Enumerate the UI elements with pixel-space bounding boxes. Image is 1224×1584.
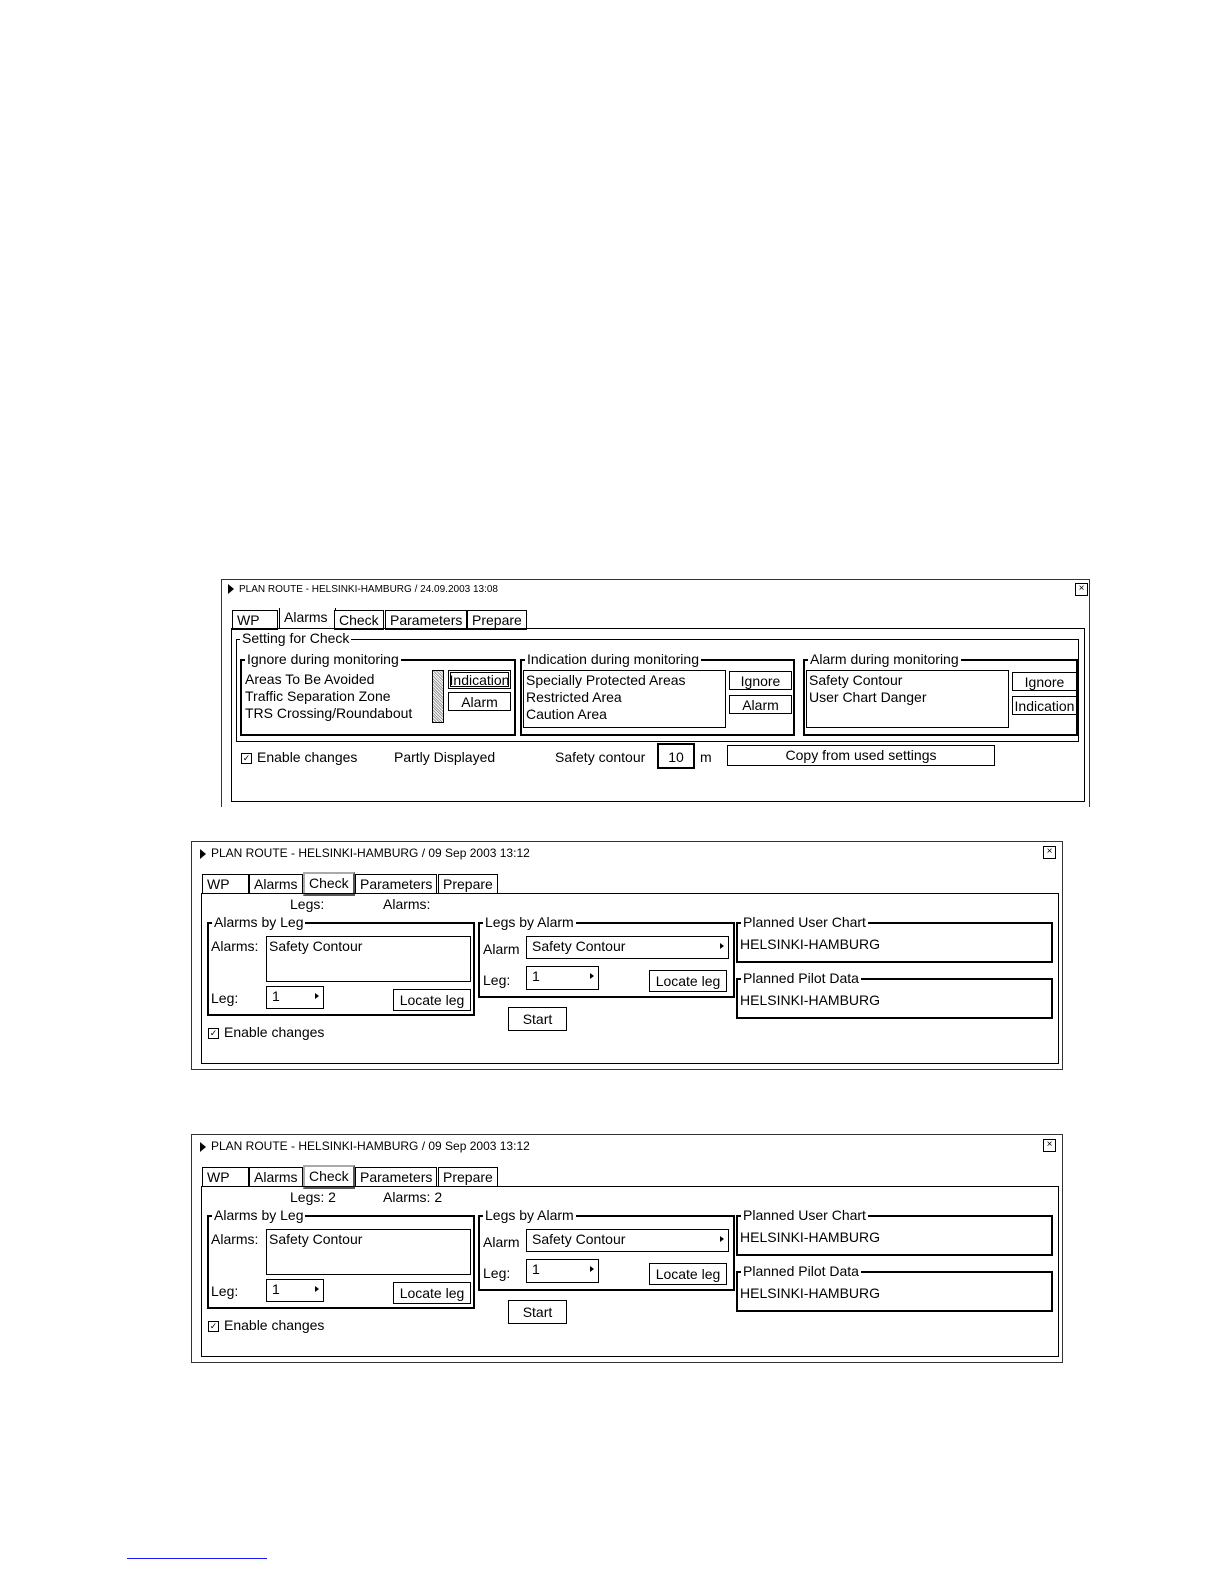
leg-label: Leg: xyxy=(483,972,511,988)
tab-wp[interactable]: WP xyxy=(202,1167,249,1187)
leg-label: Leg: xyxy=(483,1265,511,1281)
alarms-label: Alarms: xyxy=(211,1231,259,1247)
chevron-right-icon xyxy=(315,993,319,999)
start-button[interactable]: Start xyxy=(508,1300,567,1324)
tab-alarms[interactable]: Alarms xyxy=(279,608,336,628)
legs-by-alarm-group xyxy=(478,914,735,998)
ignore-list-scrollbar[interactable] xyxy=(432,670,444,723)
alarm-indication-button[interactable]: Indication xyxy=(1012,696,1077,715)
group-label: Planned User Chart xyxy=(743,914,866,930)
leg-dropdown[interactable]: 1 xyxy=(526,1259,599,1283)
planned-user-chart-group xyxy=(736,1207,1053,1256)
alarm-dropdown[interactable]: Safety Contour xyxy=(526,1229,729,1252)
tab-wp[interactable]: WP xyxy=(202,874,249,894)
list-item[interactable]: Areas To Be Avoided xyxy=(245,671,375,687)
group-label: Ignore during monitoring xyxy=(247,651,399,667)
group-label: Planned Pilot Data xyxy=(743,970,859,986)
close-button[interactable]: × xyxy=(1043,846,1056,859)
group-label: Legs by Alarm xyxy=(485,1207,574,1223)
close-button[interactable]: × xyxy=(1075,583,1088,596)
group-label: Alarms by Leg xyxy=(214,914,304,930)
indication-alarm-button[interactable]: Alarm xyxy=(729,695,792,714)
planned-user-chart-group xyxy=(736,914,1053,963)
tab-check[interactable]: Check xyxy=(334,610,384,630)
alarms-list[interactable] xyxy=(266,1229,471,1275)
group-label: Indication during monitoring xyxy=(527,651,699,667)
group-label: Setting for Check xyxy=(242,630,350,646)
list-item[interactable]: User Chart Danger xyxy=(809,689,927,705)
leg-dropdown[interactable]: 1 xyxy=(266,1279,324,1302)
list-item[interactable]: Caution Area xyxy=(526,706,607,722)
alarm-group xyxy=(803,651,1078,736)
leg-dropdown[interactable]: 1 xyxy=(266,986,324,1009)
alarms-count: Alarms: xyxy=(383,896,431,912)
enable-changes-checkbox[interactable]: ✓ Enable changes xyxy=(209,1024,325,1040)
enable-changes-checkbox[interactable]: ✓ Enable changes xyxy=(209,1317,325,1333)
plan-route-window-alarms xyxy=(221,579,1090,807)
window-title: PLAN ROUTE - HELSINKI-HAMBURG / 09 Sep 2003 13:12 xyxy=(200,846,530,860)
safety-contour-input[interactable]: 10 xyxy=(657,743,695,769)
list-item[interactable]: Restricted Area xyxy=(526,689,622,705)
chevron-right-icon xyxy=(590,1266,594,1272)
triangle-icon xyxy=(200,1142,206,1152)
triangle-icon xyxy=(228,584,234,594)
tab-parameters[interactable]: Parameters xyxy=(355,1167,437,1187)
plan-route-window-check xyxy=(191,841,1063,1070)
enable-changes-checkbox[interactable]: ✓ Enable changes xyxy=(242,749,358,765)
planned-pilot-data-group xyxy=(736,970,1053,1019)
group-label: Alarm during monitoring xyxy=(810,651,959,667)
alarm-label: Alarm xyxy=(483,941,520,957)
ignore-list[interactable] xyxy=(243,670,446,726)
planned-pilot-data-value: HELSINKI-HAMBURG xyxy=(740,1285,881,1301)
group-label: Planned Pilot Data xyxy=(743,1263,859,1279)
checkbox-icon: ✓ xyxy=(242,752,251,763)
start-button[interactable]: Start xyxy=(508,1007,567,1031)
list-item[interactable]: Safety Contour xyxy=(269,1231,363,1247)
alarm-list[interactable] xyxy=(806,670,1009,728)
tab-parameters[interactable]: Parameters xyxy=(385,610,467,630)
window-title: PLAN ROUTE - HELSINKI-HAMBURG / 24.09.2003 13:08 xyxy=(228,584,498,595)
planned-user-chart-value: HELSINKI-HAMBURG xyxy=(740,1229,881,1245)
safety-contour-unit: m xyxy=(700,749,712,765)
alarm-label: Alarm xyxy=(483,1234,520,1250)
list-item[interactable]: Safety Contour xyxy=(809,672,903,688)
window-title: PLAN ROUTE - HELSINKI-HAMBURG / 09 Sep 2003 13:12 xyxy=(200,1139,530,1153)
alarms-list[interactable] xyxy=(266,936,471,982)
locate-leg-button[interactable]: Locate leg xyxy=(649,1263,727,1285)
list-item[interactable]: Safety Contour xyxy=(269,938,363,954)
tab-alarms[interactable]: Alarms xyxy=(249,874,303,894)
copy-from-used-settings-button[interactable]: Copy from used settings xyxy=(727,745,995,766)
tab-prepare[interactable]: Prepare xyxy=(438,874,498,894)
footnote-rule xyxy=(127,1558,267,1559)
legs-count: Legs: 2 xyxy=(290,1189,336,1205)
leg-dropdown[interactable]: 1 xyxy=(526,966,599,990)
leg-label: Leg: xyxy=(211,990,239,1006)
planned-user-chart-value: HELSINKI-HAMBURG xyxy=(740,936,881,952)
group-label: Legs by Alarm xyxy=(485,914,574,930)
close-button[interactable]: × xyxy=(1043,1139,1056,1152)
tab-parameters[interactable]: Parameters xyxy=(355,874,437,894)
tab-wp[interactable]: WP xyxy=(232,610,278,630)
ignore-alarm-button[interactable]: Alarm xyxy=(448,692,511,711)
tab-prepare[interactable]: Prepare xyxy=(467,610,527,630)
chevron-right-icon xyxy=(720,943,724,949)
checkbox-icon: ✓ xyxy=(209,1320,218,1331)
ignore-indication-button[interactable]: Indication xyxy=(449,672,510,688)
alarms-by-leg-group xyxy=(207,914,475,1016)
alarm-ignore-button[interactable]: Ignore xyxy=(1012,672,1077,691)
list-item[interactable]: TRS Crossing/Roundabout xyxy=(245,705,413,721)
list-item[interactable]: Traffic Separation Zone xyxy=(245,688,391,704)
safety-contour-label: Safety contour xyxy=(555,749,646,765)
group-label: Planned User Chart xyxy=(743,1207,866,1223)
alarms-count: Alarms: 2 xyxy=(383,1189,443,1205)
setting-for-check-group xyxy=(236,630,1079,742)
leg-label: Leg: xyxy=(211,1283,239,1299)
chevron-right-icon xyxy=(590,973,594,979)
indication-list[interactable] xyxy=(523,670,726,728)
alarms-panel xyxy=(231,628,1085,802)
tab-check[interactable]: Check xyxy=(303,1165,355,1189)
planned-pilot-data-value: HELSINKI-HAMBURG xyxy=(740,992,881,1008)
alarm-dropdown[interactable]: Safety Contour xyxy=(526,936,729,959)
locate-leg-button[interactable]: Locate leg xyxy=(393,1282,471,1304)
legs-count: Legs: xyxy=(290,896,325,912)
planned-pilot-data-group xyxy=(736,1263,1053,1312)
check-panel xyxy=(201,1186,1059,1357)
locate-leg-button[interactable]: Locate leg xyxy=(649,970,727,992)
group-label: Alarms by Leg xyxy=(214,1207,304,1223)
alarms-by-leg-group xyxy=(207,1207,475,1309)
chevron-right-icon xyxy=(315,1286,319,1292)
check-panel xyxy=(201,893,1059,1064)
plan-route-window-check-results xyxy=(191,1134,1063,1363)
tab-check[interactable]: Check xyxy=(303,872,355,896)
partly-displayed-label: Partly Displayed xyxy=(394,749,496,765)
chevron-right-icon xyxy=(720,1236,724,1242)
indication-ignore-button[interactable]: Ignore xyxy=(729,671,792,690)
tab-prepare[interactable]: Prepare xyxy=(438,1167,498,1187)
triangle-icon xyxy=(200,849,206,859)
checkbox-icon: ✓ xyxy=(209,1027,218,1038)
list-item[interactable]: Specially Protected Areas xyxy=(526,672,686,688)
ignore-group xyxy=(240,651,516,736)
tab-alarms[interactable]: Alarms xyxy=(249,1167,303,1187)
legs-by-alarm-group xyxy=(478,1207,735,1291)
alarms-label: Alarms: xyxy=(211,938,259,954)
locate-leg-button[interactable]: Locate leg xyxy=(393,989,471,1011)
indication-group xyxy=(520,651,795,736)
